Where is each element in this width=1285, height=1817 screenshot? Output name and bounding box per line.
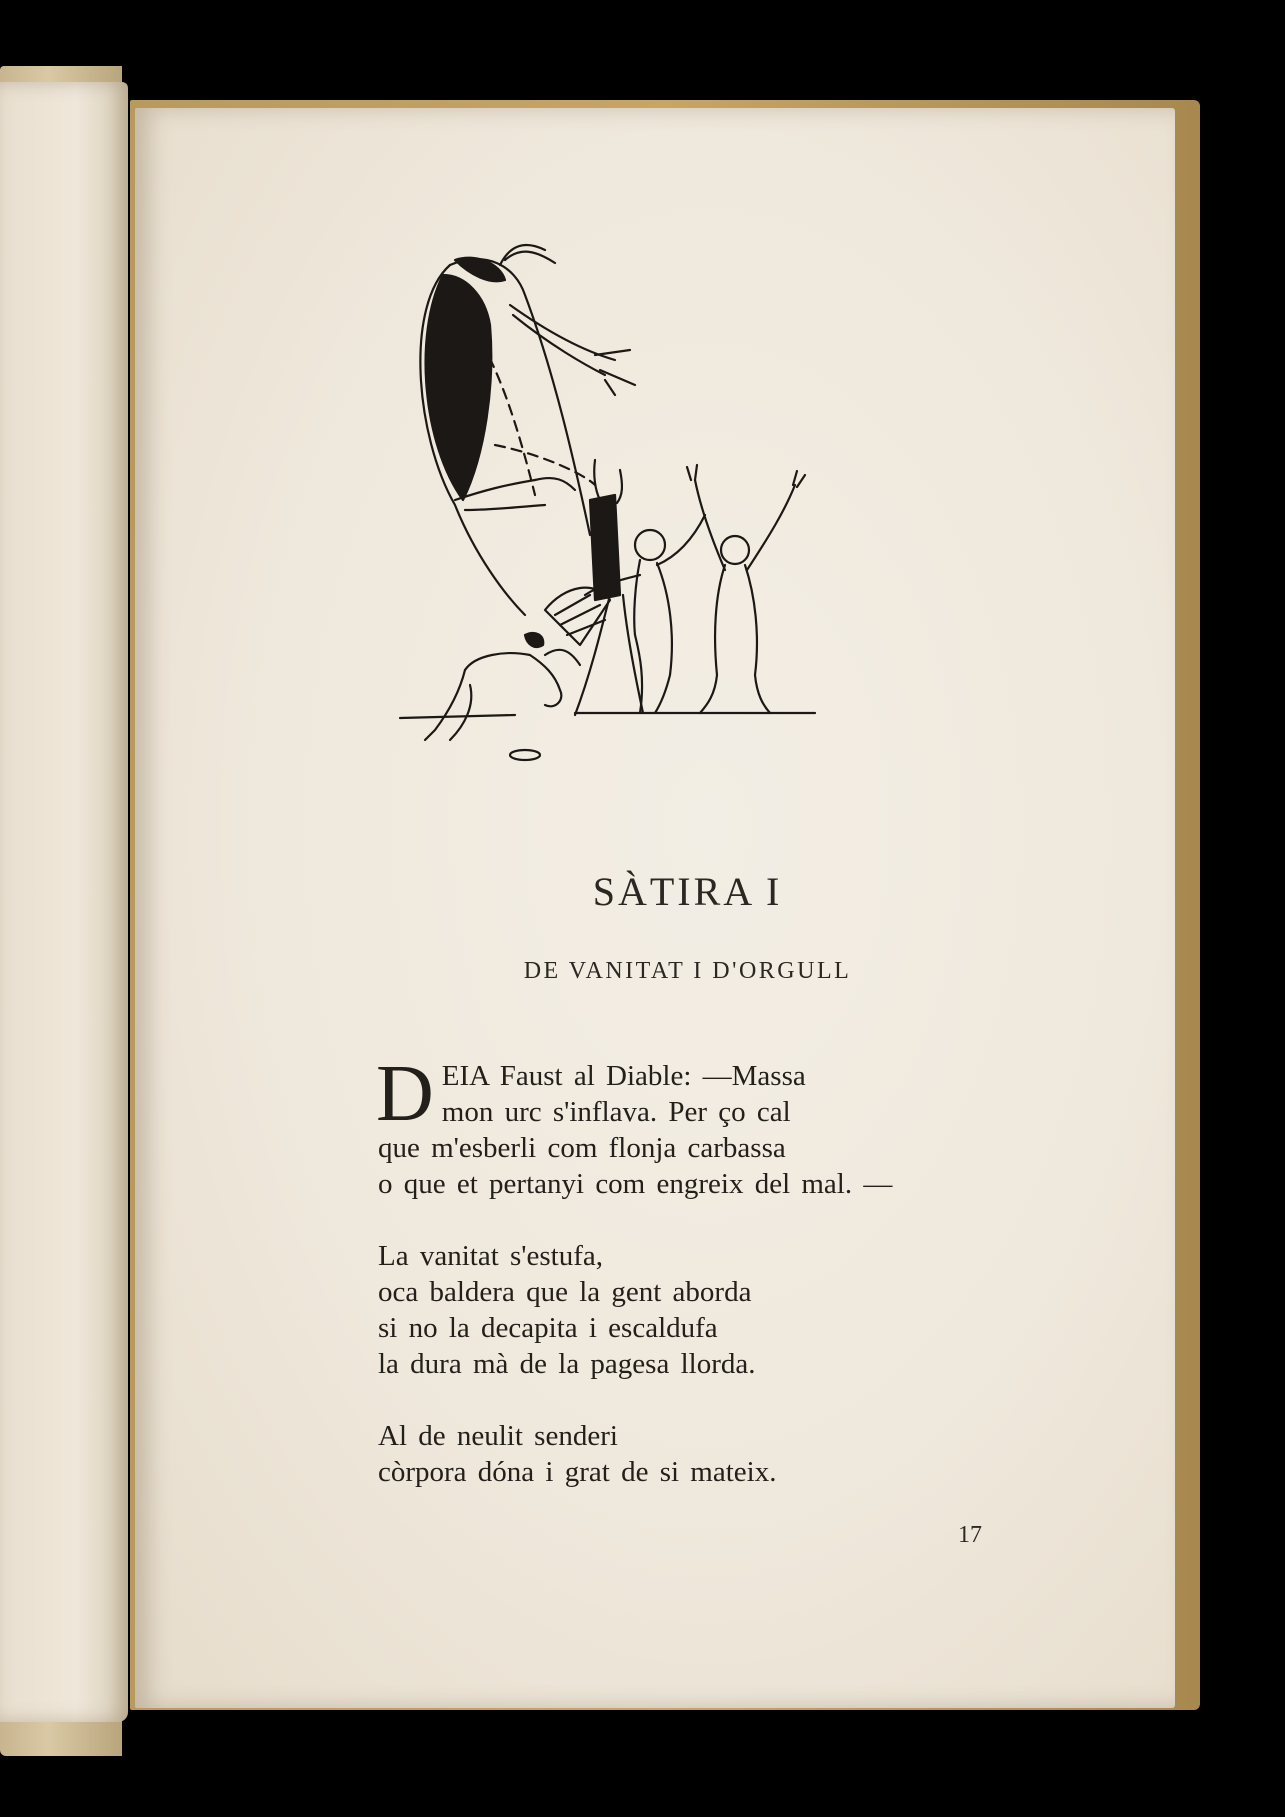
poem-stanza [378,1418,998,1490]
poem-line: que m'esberli com flonja carbassa [378,1132,786,1164]
page-subtitle: DE VANITAT I D'ORGULL [523,958,852,984]
poem-line: Al de neulit senderi [378,1420,618,1452]
poem-line: La vanitat s'estufa, [378,1240,604,1272]
poem-line: mon urc s'inflava. Per ço cal [441,1096,791,1128]
poem-line: o que et pertanyi com engreix del mal. — [378,1168,893,1200]
poem-stanza [378,1238,998,1382]
poem-line: còrpora dóna i grat de si mateix. [378,1456,777,1488]
poem-stanza [376,1050,998,1202]
kite-illustration [395,235,885,780]
poem-line: EIA Faust al Diable: —Massa [441,1060,806,1092]
drop-cap: D [376,1050,434,1138]
poem [376,1050,998,1526]
page-title: SÀTIRA I [592,869,783,914]
poem-line: si no la decapita i escaldufa [378,1312,718,1344]
poem-line: oca baldera que la gent aborda [378,1276,752,1308]
page-number: 17 [958,1522,982,1548]
poem-line: la dura mà de la pagesa llorda. [378,1348,756,1380]
